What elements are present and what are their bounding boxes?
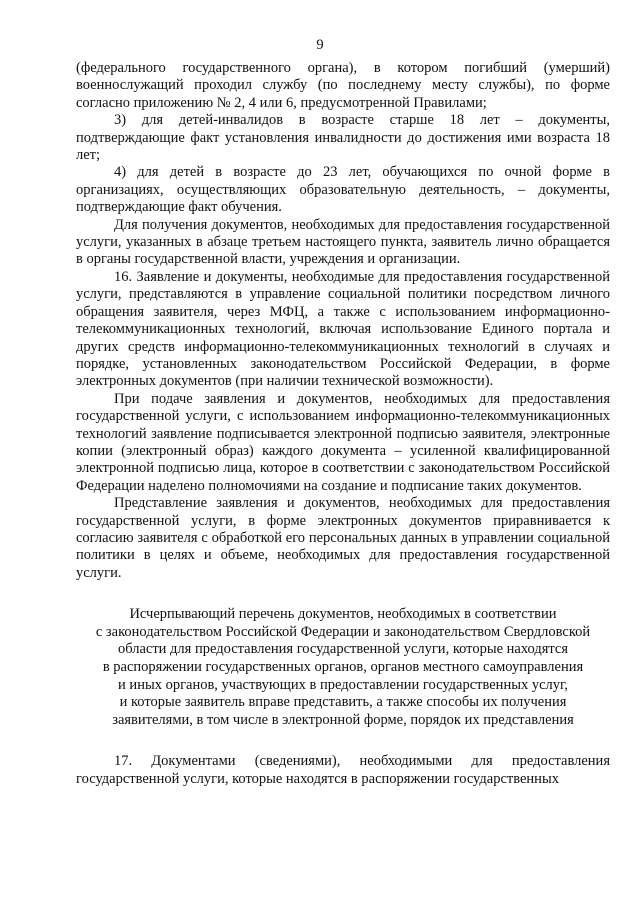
paragraph-obtaining-documents: Для получения документов, необходимых для предоставления государственной услуги, указанных в абзаце третьем настоящего пункта, заявитель лично обращается в органы государственной власти, учреждения и организации. [76, 216, 610, 268]
paragraph-electronic-signature: При подаче заявления и документов, необходимых для предоставления государственной услуги, с использованием информационно-телекоммуникационных технологий заявление подписывается электронной подписью заявителя, электронные копии (электронный образ) каждого документа – усиленной квалифицированной электронной подписью лица, которое в соответствии с законодательством Российской Федерации наделено полномочиями на создание и подписание таких документов. [76, 390, 610, 494]
heading-line: и иных органов, участвующих в предоставлении государственных услуг, [118, 676, 568, 693]
paragraph-item-4: 4) для детей в возрасте до 23 лет, обучающихся по очной форме в организациях, осуществляющих образовательную деятельность, – документы, подтверждающие факт обучения. [76, 164, 610, 216]
heading-line: с законодательством Российской Федерации и законодательством Свердловской [95, 623, 591, 640]
heading-line: заявителями, в том числе в электронной форме, порядок их представления [112, 711, 574, 728]
heading-line: в распоряжении государственных органов, органов местного самоуправления [102, 658, 584, 675]
paragraph-clause-17: 17. Документами (сведениями), необходимыми для предоставления государственной услуги, которые находятся в распоряжении государственных [76, 753, 610, 787]
paragraph-continuation: (федерального государственного органа), в котором погибший (умерший) военнослужащий проходил службу (по последнему месту службы), по форме согласно приложению № 2, 4 или 6, предусмотренной Правилами; [76, 60, 610, 111]
section-heading [76, 606, 610, 729]
heading-line: области для предоставления государственной услуги, которые находятся [117, 641, 569, 658]
heading-line: Исчерпывающий перечень документов, необходимых в соответствии [129, 606, 557, 623]
paragraph-clause-16: 16. Заявление и документы, необходимые для предоставления государственной услуги, представляются в управление социальной политики посредством личного обращения заявителя, через МФЦ, а также с использованием информационно-телекоммуникационных технологий, включая использование Единого портала и других средств информационно-телекоммуникационных технологий в случаях и порядке, установленных законодательством Российской Федерации, в форме электронных документов (при наличии технической возможности). [76, 268, 610, 390]
heading-line: и которые заявитель вправе представить, а также способы их получения [119, 694, 567, 711]
paragraph-consent: Представление заявления и документов, необходимых для предоставления государственной услуги, в форме электронных документов приравнивается к согласию заявителя с обработкой его персональных данных в управлении социальной политики в целях и объеме, необходимых для предоставления государственной услуги. [76, 495, 610, 581]
document-body [76, 60, 610, 788]
page-number: 9 [316, 37, 324, 53]
paragraph-item-3: 3) для детей-инвалидов в возрасте старше 18 лет – документы, подтверждающие факт установления инвалидности до достижения ими возраста 18 лет; [76, 112, 610, 164]
